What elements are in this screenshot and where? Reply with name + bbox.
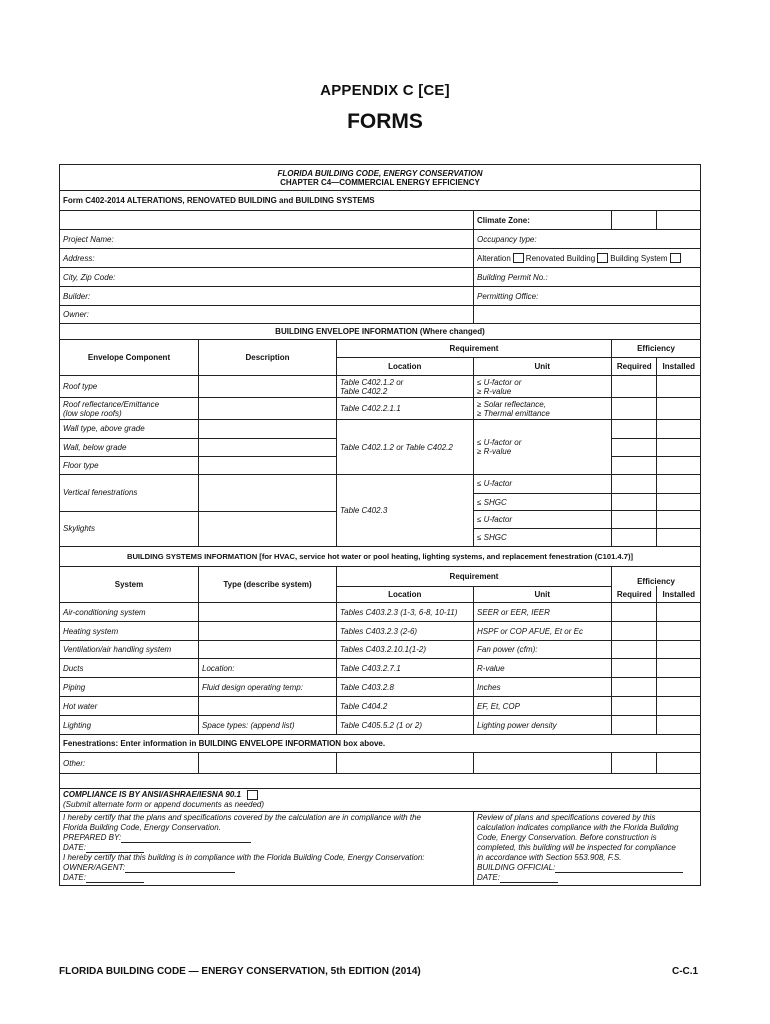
certification-row — [60, 811, 700, 885]
envelope-fenestration-group — [60, 474, 700, 546]
wall-above-installed[interactable] — [656, 420, 700, 438]
roof-required[interactable] — [611, 376, 656, 397]
system-location: Tables C403.2.3 (2-6) — [336, 622, 473, 640]
system-required[interactable] — [611, 603, 656, 621]
sky-ufactor-required[interactable] — [612, 511, 656, 528]
vertical-fenestrations-description[interactable] — [198, 475, 336, 511]
reflectance-location: Table C402.2.1.1 — [336, 398, 473, 419]
climate-zone-label: Climate Zone: — [473, 211, 611, 229]
systems-installed-header: Installed — [656, 586, 700, 602]
reflectance-required[interactable] — [611, 398, 656, 419]
system-name: Piping — [63, 682, 86, 692]
systems-header — [60, 566, 700, 602]
forms-title: FORMS — [347, 110, 423, 133]
certification-right — [473, 812, 700, 885]
system-unit: Fan power (cfm): — [473, 641, 611, 658]
system-unit: Lighting power density — [473, 716, 611, 734]
address-field[interactable]: Address: — [63, 253, 95, 263]
roof-installed[interactable] — [656, 376, 700, 397]
system-location: Tables C403.2.3 (1-3, 6-8, 10-11) — [336, 603, 473, 621]
system-installed[interactable] — [656, 603, 700, 621]
cert-left-line3: I hereby certify that this building is in compliance with the Florida Building Code, Energy Conservation: — [63, 853, 425, 862]
walls-location: Table C402.1.2 or Table C402.2 — [336, 420, 473, 474]
form-title-row — [60, 190, 700, 210]
vert-ufactor: ≤ U-factor — [477, 479, 513, 489]
system-unit: R-value — [473, 659, 611, 677]
roof-description[interactable] — [198, 376, 336, 397]
systems-section-row — [60, 546, 700, 566]
system-installed[interactable] — [656, 678, 700, 696]
roof-type-label: Roof type — [63, 382, 98, 391]
system-required[interactable] — [611, 659, 656, 677]
systems-location-header: Location — [388, 590, 422, 600]
systems-unit-header: Unit — [473, 587, 612, 602]
page-number: C-C.1 — [672, 966, 699, 977]
system-row-ducts — [60, 658, 700, 677]
system-type[interactable]: Location: — [198, 659, 336, 677]
wall-below-label: Wall, below grade — [63, 442, 127, 452]
vert-shgc-required[interactable] — [612, 494, 656, 511]
renovated-building-label: Renovated Building — [525, 253, 596, 263]
date2-label: DATE: — [63, 873, 86, 882]
systems-efficiency-header: Efficiency — [637, 577, 675, 587]
system-name: Air-conditioning system — [63, 607, 146, 617]
reflect-line2: (low slope roofs) — [63, 408, 122, 418]
building-system-label: Building System — [610, 253, 668, 263]
vert-shgc: ≤ SHGC — [477, 497, 507, 507]
system-installed[interactable] — [656, 641, 700, 658]
owner-row — [60, 305, 700, 323]
climate-zone-field-2[interactable] — [656, 211, 700, 229]
address-row — [60, 248, 700, 267]
roof-unit — [473, 376, 611, 397]
system-type[interactable] — [198, 622, 336, 640]
roof-location — [336, 376, 473, 397]
reflectance-unit — [473, 398, 611, 419]
owner-agent-line[interactable] — [125, 865, 235, 873]
roof-loc-line2: Table C402.2 — [340, 386, 388, 396]
envelope-component-header: Envelope Component — [87, 353, 171, 362]
system-location: Tables C403.2.10.1(1-2) — [336, 641, 473, 658]
vert-shgc-installed[interactable] — [656, 494, 700, 511]
floor-required[interactable] — [612, 457, 656, 474]
envelope-installed-header: Installed — [656, 358, 700, 375]
cert-right-line4: completed, this building will be inspected for compliance — [477, 843, 676, 852]
system-location: Table C403.2.7.1 — [336, 659, 473, 677]
cert-right-line1: Review of plans and specifications covered by this — [477, 813, 656, 822]
system-installed[interactable] — [656, 622, 700, 640]
envelope-row-roof — [60, 375, 700, 397]
floor-installed[interactable] — [656, 457, 700, 474]
system-type[interactable]: Space types: (append list) — [198, 716, 336, 734]
envelope-description-header: Description — [198, 340, 336, 375]
compliance-block — [60, 789, 700, 811]
systems-required-header: Required — [616, 589, 652, 599]
system-name: Ventilation/air handling system — [63, 645, 172, 654]
fenestrations-note: Fenestrations: Enter information in BUILDING ENVELOPE INFORMATION box above. — [63, 739, 386, 748]
system-required[interactable] — [611, 697, 656, 715]
form-c402 — [59, 164, 701, 886]
envelope-location-header: Location — [388, 362, 422, 372]
system-row-piping — [60, 677, 700, 696]
system-row-ac — [60, 602, 700, 621]
system-type[interactable] — [198, 641, 336, 658]
system-unit: SEER or EER, IEER — [473, 603, 611, 621]
other-required[interactable] — [611, 753, 656, 773]
wall-unit-line1: ≤ U-factor or — [477, 438, 522, 447]
builder-field[interactable]: Builder: — [63, 291, 91, 301]
occupancy-type-field[interactable]: Occupancy type: — [473, 230, 700, 248]
form-title: Form C402-2014 ALTERATIONS, RENOVATED BUILDING and BUILDING SYSTEMS — [63, 196, 375, 205]
compliance-subtitle: (Submit alternate form or append documents as needed) — [63, 800, 265, 810]
roof-unit-line1: ≤ U-factor or — [477, 377, 522, 387]
system-installed[interactable] — [656, 659, 700, 677]
other-location[interactable] — [336, 753, 473, 773]
system-row-heating — [60, 621, 700, 640]
roof-loc-line1: Table C402.1.2 or — [340, 377, 404, 387]
envelope-unit-header: Unit — [473, 358, 612, 375]
sky-ufactor-installed[interactable] — [656, 511, 700, 528]
spacer — [60, 774, 700, 788]
city-zip-field[interactable]: City, Zip Code: — [63, 272, 116, 282]
wall-above-required[interactable] — [612, 420, 656, 438]
wall-below-required[interactable] — [612, 439, 656, 457]
date1-line[interactable] — [86, 845, 144, 853]
other-type[interactable] — [198, 753, 336, 773]
system-name: Hot water — [63, 701, 98, 711]
compliance-title: COMPLIANCE IS BY ANSI/ASHRAE/IESNA 90.1 — [63, 790, 241, 800]
building-system-checkbox[interactable] — [670, 253, 681, 263]
systems-requirement-header: Requirement — [449, 572, 499, 582]
system-header: System — [114, 580, 144, 589]
wall-above-description[interactable] — [198, 420, 336, 438]
system-location: Table C405.5.2 (1 or 2) — [336, 716, 473, 734]
envelope-row-reflectance — [60, 397, 700, 419]
skylights-description[interactable] — [198, 512, 336, 547]
other-label: Other: — [63, 758, 86, 768]
envelope-walls-group — [60, 419, 700, 474]
reflectance-description[interactable] — [198, 398, 336, 419]
certification-left — [60, 812, 473, 885]
system-required[interactable] — [611, 716, 656, 734]
city-row — [60, 267, 700, 286]
cert-left-line2: Florida Building Code, Energy Conservation. — [63, 823, 221, 832]
skylights-label: Skylights — [63, 524, 96, 534]
sky-shgc: ≤ SHGC — [477, 533, 507, 543]
owner-agent-label: OWNER/AGENT: — [63, 863, 126, 872]
permitting-office-field[interactable]: Permitting Office: — [473, 287, 700, 305]
owner-spacer — [473, 306, 700, 323]
cert-left-line1: I hereby certify that the plans and specifications covered by the calculation are in compliance with the — [63, 813, 421, 822]
sky-ufactor: ≤ U-factor — [477, 515, 513, 525]
prepared-by-line[interactable] — [121, 835, 251, 843]
system-name: Ducts — [63, 663, 84, 673]
envelope-section-row — [60, 323, 700, 339]
type-header: Type (describe system) — [198, 567, 336, 602]
compliance-checkbox[interactable] — [247, 790, 258, 800]
building-official-line[interactable] — [555, 865, 683, 873]
system-row-ventilation — [60, 640, 700, 658]
reflect-line1: Roof reflectance/Emittance — [63, 399, 160, 409]
compliance-row — [60, 788, 700, 811]
other-row — [60, 752, 700, 773]
floor-label: Floor type — [63, 461, 99, 471]
envelope-efficiency-header: Efficiency — [637, 344, 675, 354]
date2-line[interactable] — [86, 875, 144, 883]
system-required[interactable] — [611, 678, 656, 696]
alteration-checkbox[interactable] — [513, 253, 524, 263]
floor-description[interactable] — [198, 457, 336, 474]
system-unit: Inches — [473, 678, 611, 696]
system-name: Lighting — [63, 720, 92, 730]
system-installed[interactable] — [656, 716, 700, 734]
vert-ufactor-installed[interactable] — [656, 475, 700, 493]
reflect-unit-line1: ≥ Solar reflectance, — [477, 399, 546, 409]
date3-line[interactable] — [500, 875, 558, 883]
system-required[interactable] — [611, 622, 656, 640]
cert-right-line3: Code, Energy Conservation. Before construction is — [477, 833, 657, 842]
fenestration-location: Table C402.3 — [336, 475, 473, 546]
walls-unit — [473, 420, 611, 474]
system-installed[interactable] — [656, 697, 700, 715]
climate-spacer — [60, 211, 473, 229]
spacer-row — [60, 773, 700, 788]
systems-section-title: BUILDING SYSTEMS INFORMATION [for HVAC, service hot water or pool heating, lighting systems, and replacement fenestration (C101.4.7)] — [126, 552, 634, 561]
cert-right-line2: calculation indicates compliance with the Florida Building — [477, 823, 679, 832]
form-header — [60, 165, 700, 190]
reflect-unit-line2: ≥ Thermal emittance — [477, 408, 550, 418]
date3-label: DATE: — [477, 873, 500, 882]
other-unit[interactable] — [473, 753, 611, 773]
system-type[interactable] — [198, 697, 336, 715]
reflectance-installed[interactable] — [656, 398, 700, 419]
owner-field[interactable]: Owner: — [63, 310, 89, 319]
cert-right-line5: in accordance with Section 553.908, F.S. — [477, 853, 622, 862]
building-official-label: BUILDING OFFICIAL: — [477, 863, 556, 872]
fenestrations-note-row — [60, 734, 700, 752]
system-type[interactable] — [198, 603, 336, 621]
vert-ufactor-required[interactable] — [612, 475, 656, 493]
wall-below-installed[interactable] — [656, 439, 700, 457]
envelope-section-title: BUILDING ENVELOPE INFORMATION (Where changed) — [275, 327, 485, 336]
envelope-header — [60, 339, 700, 375]
envelope-required-header: Required — [616, 362, 652, 372]
wall-unit-line2: ≥ R-value — [477, 447, 512, 456]
system-location: Table C404.2 — [336, 697, 473, 715]
project-name-row — [60, 229, 700, 248]
vertical-fenestrations-label: Vertical fenestrations — [63, 488, 138, 498]
appendix-title: APPENDIX C [CE] — [320, 82, 450, 99]
envelope-requirement-header: Requirement — [449, 344, 499, 354]
date1-label: DATE: — [63, 843, 86, 852]
renovated-building-checkbox[interactable] — [597, 253, 608, 263]
system-type[interactable]: Fluid design operating temp: — [198, 678, 336, 696]
reflectance-label — [60, 398, 198, 419]
roof-unit-line2: ≥ R-value — [477, 386, 512, 396]
form-header-line1: FLORIDA BUILDING CODE, ENERGY CONSERVATION — [277, 168, 483, 178]
sky-shgc-required[interactable] — [612, 529, 656, 546]
project-name-field[interactable]: Project Name: — [63, 234, 114, 244]
wall-below-description[interactable] — [198, 439, 336, 457]
alteration-label: Alteration — [477, 253, 511, 263]
system-unit: EF, Et, COP — [473, 697, 611, 715]
form-header-line2: CHAPTER C4—COMMERCIAL ENERGY EFFICIENCY — [280, 177, 480, 187]
permit-no-field[interactable]: Building Permit No.: — [473, 268, 700, 286]
wall-above-label: Wall type, above grade — [63, 424, 145, 434]
system-row-lighting — [60, 715, 700, 734]
system-unit: HSPF or COP AFUE, Et or Ec — [473, 622, 611, 640]
climate-zone-row — [60, 210, 700, 229]
sky-shgc-installed[interactable] — [656, 529, 700, 546]
system-name: Heating system — [63, 626, 119, 636]
alteration-type — [473, 249, 700, 267]
system-location: Table C403.2.8 — [336, 678, 473, 696]
prepared-by-label: PREPARED BY: — [63, 833, 122, 842]
builder-row — [60, 286, 700, 305]
other-installed[interactable] — [656, 753, 700, 773]
climate-zone-field-1[interactable] — [611, 211, 656, 229]
footer-title: FLORIDA BUILDING CODE — ENERGY CONSERVATION, 5th EDITION (2014) — [59, 966, 421, 977]
system-row-hot-water — [60, 696, 700, 715]
system-required[interactable] — [611, 641, 656, 658]
